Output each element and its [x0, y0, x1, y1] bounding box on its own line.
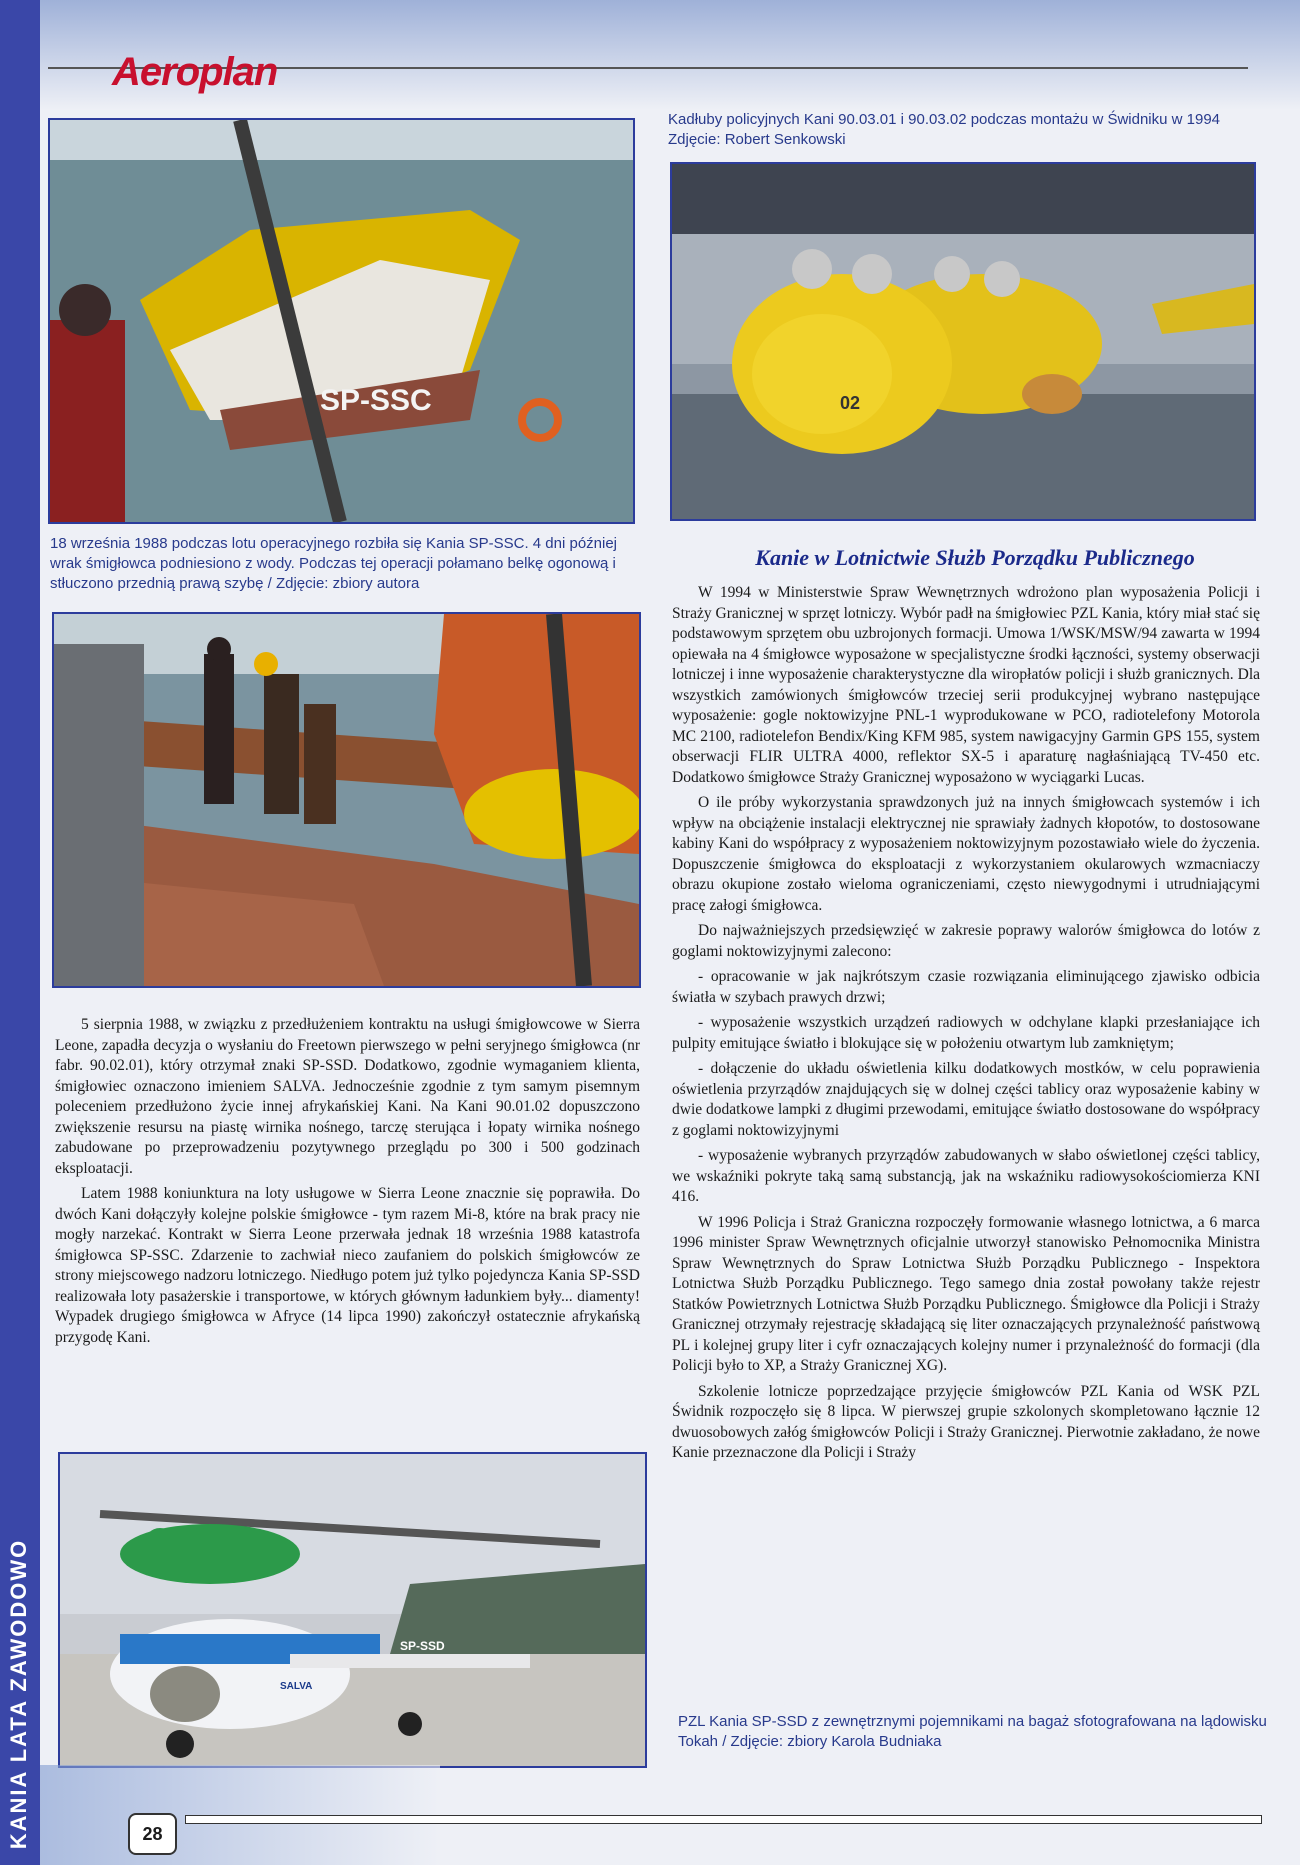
paragraph: W 1994 w Ministerstwie Spraw Wewnętrznych wdrożono plan wyposażenia Policji i Straży Granicznej w sprzęt lotniczy. Wybór padł na śmigłowiec PZL Kania, który miał stać się podstawowym sprzętem obu uzbrojonych formacji. Umowa 1/WSK/MSW/94 zawarta w 1994 opiewała na 4 śmigłowce wyposażone w specjalistyczne środki łączności, systemy obserwacji lotniczej i inne wyposażenie charakterystyczne dla wiropłatów policji i służb granicznych. Dla wszystkich zamówionych śmigłowców trzeciej serii produkcyjnej wybrano następujące wyposażenie: gogle noktowizyjne PNL-1 wyprodukowane w PCO, radiotelefony Motorola MC 2100, radiotelefon Bendix/King KFM 985, system nawigacyjny Garmin GPS 155, system obserwacji FLIR ULTRA 4000, reflektor SX-5 i aparaturę nagłaśniającą TV-450 etc. Dodatkowo śmigłowce Straży Granicznej wyposażono w wyciągarki Lucas.: [672, 584, 1260, 786]
list-item: - opracowanie w jak najkrótszym czasie rozwiązania eliminującego zjawisko odbicia światła w szybach prawych drzwi;: [672, 968, 1260, 1006]
hangar-nose-number: 02: [840, 393, 861, 413]
caption-wreck: 18 września 1988 podczas lotu operacyjnego rozbiła się Kania SP-SSC. 4 dni później wrak śmigłowca podniesiono z wody. Podczas tej operacji połamano belkę ogonową i stłuczono przednią prawą szybę / Zdjęcie: zbiory autora: [50, 535, 618, 592]
list-item: - dołączenie do układu oświetlenia kilku dodatkowych mostków, w celu poprawienia oświetlenia przyrządów znajdujących się w dolnej części tablicy oraz wyposażenie kabiny w dwie dodatkowe lampki z długimi przewodami, emitujące światło dostosowane do współpracy z goglami noktowizyjnymi: [672, 1060, 1260, 1139]
photo-helicopter-tokah: [58, 1452, 647, 1768]
paragraph: W 1996 Policja i Straż Graniczna rozpoczęły formowanie własnego lotnictwa, a 6 marca 1996 minister Spraw Wewnętrznych oficjalnie utworzył stanowisko Pełnomocnika Ministra Spraw Wewnętrznych do Spraw Lotnictwa Służb Porządku Publicznego - Inspektora Lotnictwa Służb Porządku Publicznego. Tego samego dnia został powołany także rejestr Statków Powietrznych Lotnictwa Służb Porządku Publicznego. Śmigłowce dla Policji i Straży Granicznej otrzymały rejestrację składającą się liter oznaczających przynależność państwową PL i kolejnej grupy liter i cyfr oznaczających kolejny numer i przynależność do formacji (dla Policji było to XP, a Straży Granicznej XG).: [672, 1213, 1260, 1374]
list-item: - wyposażenie wybranych przyrządów zabudowanych w słabo oświetlonej części tablicy, we wskaźniki pokryte taką samą substancją, jak na wskaźniku radiowysokościomierza KNI 416.: [672, 1147, 1260, 1205]
footer-rule: [185, 1815, 1262, 1824]
sidebar: [0, 0, 40, 1865]
page-number: 28: [128, 1813, 177, 1855]
photo-barge-recovery: [52, 612, 641, 988]
section-title: [670, 545, 1280, 571]
caption-hangar: Kadłuby policyjnych Kani 90.03.01 i 90.03.02 podczas montażu w Świdniku w 1994 Zdjęcie: Robert Senkowski: [668, 111, 1221, 148]
paragraph: O ile próby wykorzystania sprawdzonych już na innych śmigłowcach systemów i ich wpływ na obciążenie instalacji elektrycznej nie sprawiały żadnych kłopotów, to dostosowane kabiny Kani do współpracy z wyposażeniem noktowizyjnym pozostawiało wiele do życzenia. Dopuszczenie śmigłowca do eksploatacji z wykorzystaniem okularowych wzmacniaczy obrazu okupione zostało wieloma ograniczeniami, często niewygodnymi i utrudniającymi pracę załogi śmigłowca.: [672, 794, 1260, 914]
sidebar-title: KANIA LATA ZAWODOWO: [6, 1538, 31, 1850]
right-column-text: [672, 583, 1260, 1469]
bottom-registration: SP-SSD: [400, 1639, 445, 1653]
left-column-text: [55, 1015, 640, 1353]
photo-hangar-assembly: [670, 162, 1256, 521]
paragraph: Szkolenie lotnicze poprzedzające przyjęcie śmigłowców PZL Kania od WSK PZL Świdnik rozpoczęło się 8 lipca. W pierwszej grupie szkolonych skompletowano łącznie 12 dwuosobowych załóg śmigłowców Policji i Straży Granicznej. Pierwotnie zakładano, że nowe Kanie przeznaczone dla Policji i Straży: [672, 1382, 1260, 1461]
list-item: - wyposażenie wszystkich urządzeń radiowych w odchylane klapki przesłaniające ich pulpity emitujące światło i blokujące się w położeniu otwartym lub zamkniętym;: [672, 1014, 1260, 1052]
paragraph: 5 sierpnia 1988, w związku z przedłużeniem kontraktu na usługi śmigłowcowe w Sierra Leone, zapadła decyzja o wysłaniu do Freetown pierwszego w pełni seryjnego śmigłowca (nr fabr. 90.02.01), który otrzymał znaki SP-SSD. Dodatkowo, zgodnie wymaganiem klienta, śmigłowiec oznaczono imieniem SALVA. Jednocześnie zgodnie z tym samym pisemnym poleceniem przedłużono życie innej afrykańskiej Kani. Na Kani 90.01.02 dopuszczono zwiększenie resursu na piastę wirnika nośnego, tarczę sterująca i łopaty wirnika nośnego zabudowane po przeprowadzeniu pozytywnego przeglądu po 300 i 500 godzinach eksploatacji.: [55, 1016, 640, 1177]
photo-wreck-lift: [48, 118, 635, 524]
wreck-registration: SP-SSC: [320, 384, 432, 417]
caption-bottom: PZL Kania SP-SSD z zewnętrznymi pojemnikami na bagaż sfotografowana na lądowisku Tokah / Zdjęcie: zbiory Karola Budniaka: [678, 1713, 1267, 1750]
magazine-logo: Aeroplan: [112, 50, 278, 94]
bottom-heli-name: SALVA: [280, 1681, 313, 1692]
section-title-text: Kanie w Lotnictwie Służb Porządku Publicznego: [755, 545, 1195, 570]
paragraph: Latem 1988 koniunktura na loty usługowe w Sierra Leone znacznie się poprawiła. Do dwóch Kani dołączyły kolejne polskie śmigłowce - tym razem Mi-8, które na brak pracy nie mogły narzekać. Kontrakt w Sierra Leone przerwała jednak 18 września 1988 katastrofa śmigłowca SP-SSC. Zdarzenie to zachwiał nieco zaufaniem do polskich śmigłowców ze strony miejscowego nadzoru lotniczego. Niedługo potem już tylko pojedyncza Kania SP-SSD realizowała loty pasażerskie i transportowe, w których głównym ładunkiem były... diamenty! Wypadek drugiego śmigłowca w Afryce (14 lipca 1990) zakończył ostatecznie afrykańską przygodę Kani.: [55, 1185, 640, 1346]
paragraph: Do najważniejszych przedsięwzięć w zakresie poprawy walorów śmigłowca do lotów z goglami noktowizyjnymi zalecono:: [672, 922, 1260, 960]
